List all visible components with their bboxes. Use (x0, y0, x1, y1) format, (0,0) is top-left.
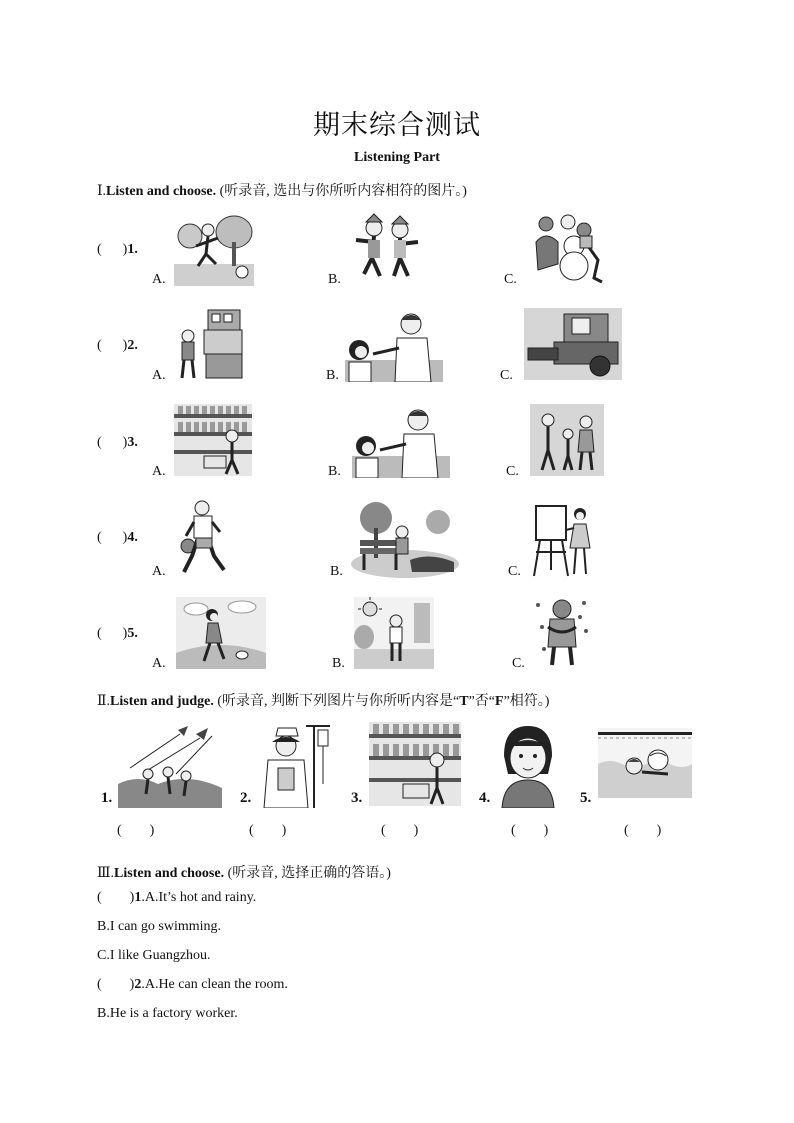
judge-answer-2[interactable]: ( ) (249, 823, 287, 838)
kids-skating-icon (352, 212, 422, 286)
section-2-title: Listen and judge. (110, 694, 214, 709)
section-3-title: Listen and choose. (114, 866, 225, 881)
section-1-title: Listen and choose. (106, 184, 217, 199)
q5-option-c[interactable]: C. (512, 656, 525, 671)
supermarket-icon (369, 722, 461, 806)
question-4: ( )4. (97, 530, 138, 545)
q2-option-c[interactable]: C. (500, 368, 513, 383)
question-4-number: 4. (127, 530, 138, 545)
s3-q2-number: 2 (134, 977, 142, 992)
page-subtitle: Listening Part (354, 150, 440, 165)
s3-question-1 (97, 890, 256, 906)
section-2-ending: ”相符。) (503, 694, 550, 709)
question-1-number: 1. (127, 242, 138, 257)
q3-option-b[interactable]: B. (328, 464, 341, 479)
girl-walking-icon (176, 597, 266, 669)
question-5-number: 5. (127, 626, 138, 641)
basketball-boy-icon (178, 500, 230, 576)
q5-option-a[interactable]: A. (152, 656, 166, 671)
doctor-patient-icon (345, 310, 443, 382)
s3-q2-option-b: B.He is a factory worker. (97, 1006, 238, 1021)
q1-option-a[interactable]: A. (152, 272, 166, 287)
family-snowman-icon (528, 212, 604, 286)
girl-portrait-icon (496, 722, 560, 808)
q3-option-a[interactable]: A. (152, 464, 166, 479)
doctor-patient-icon (352, 406, 450, 478)
question-2-number: 2. (127, 338, 138, 353)
judge-answer-5[interactable]: ( ) (624, 823, 662, 838)
page-title: 期末综合测试 (313, 110, 481, 140)
judge-item-5-number: 5. (580, 790, 592, 806)
kites-icon (118, 724, 222, 808)
section-3-instruction: (听录音, 选择正确的答语。) (224, 866, 391, 881)
harvester-icon (524, 308, 622, 380)
judge-item-4-number: 4. (479, 790, 491, 806)
s3-q2-option-a: .A.He can clean the room. (141, 977, 288, 992)
q1-option-b[interactable]: B. (328, 272, 341, 287)
painting-easel-icon (530, 500, 594, 578)
judge-answer-4[interactable]: ( ) (511, 823, 549, 838)
section-1-heading (97, 180, 467, 200)
q4-option-b[interactable]: B. (330, 564, 343, 579)
section-1-instruction: (听录音, 选出与你所听内容相符的图片。) (216, 184, 467, 199)
robot-machine-icon (174, 308, 244, 380)
nurse-icon (258, 724, 336, 808)
park-bench-icon (350, 500, 460, 578)
q1-option-c[interactable]: C. (504, 272, 517, 287)
s3-q1-number: 1 (134, 890, 142, 905)
judge-item-3-number: 3. (351, 790, 363, 806)
section-1-number: Ⅰ. (97, 184, 107, 199)
s3-q2-answer-blank[interactable]: ( ) (97, 977, 135, 992)
s3-q1-option-a: .A.It’s hot and rainy. (141, 890, 257, 905)
q4-option-c[interactable]: C. (508, 564, 521, 579)
true-letter: T (459, 694, 469, 709)
swimmer-icon (598, 728, 692, 798)
section-2-connector: ”否“ (468, 694, 496, 709)
question-3-number: 3. (127, 435, 138, 450)
section-3-heading (97, 862, 391, 882)
supermarket-icon (174, 404, 252, 476)
s3-q1-option-c: C.I like Guangzhou. (97, 948, 211, 963)
s3-question-2 (97, 977, 288, 993)
q3-option-c[interactable]: C. (506, 464, 519, 479)
q5-option-b[interactable]: B. (332, 656, 345, 671)
judge-answer-3[interactable]: ( ) (381, 823, 419, 838)
section-2-number: Ⅱ. (97, 694, 111, 709)
question-5: ( )5. (97, 626, 138, 641)
judge-answer-1[interactable]: ( ) (117, 823, 155, 838)
question-1: ( )1. (97, 242, 138, 257)
s3-q1-option-b: B.I can go swimming. (97, 919, 222, 934)
s3-q1-answer-blank[interactable]: ( ) (97, 890, 135, 905)
q2-option-a[interactable]: A. (152, 368, 166, 383)
sunny-park-icon (354, 597, 434, 669)
family-walking-icon (530, 404, 604, 476)
kids-running-icon (174, 212, 254, 286)
judge-item-2-number: 2. (240, 790, 252, 806)
section-2-instruction: (听录音, 判断下列图片与你所听内容是“ (213, 694, 460, 709)
section-3-number: Ⅲ. (97, 866, 115, 881)
q2-option-b[interactable]: B. (326, 368, 339, 383)
section-2-heading (97, 690, 549, 710)
cold-person-icon (534, 597, 590, 669)
question-2: ( )2. (97, 338, 138, 353)
question-3: ( )3. (97, 435, 138, 450)
judge-item-1-number: 1. (101, 790, 113, 806)
q4-option-a[interactable]: A. (152, 564, 166, 579)
false-letter: F (495, 694, 504, 709)
